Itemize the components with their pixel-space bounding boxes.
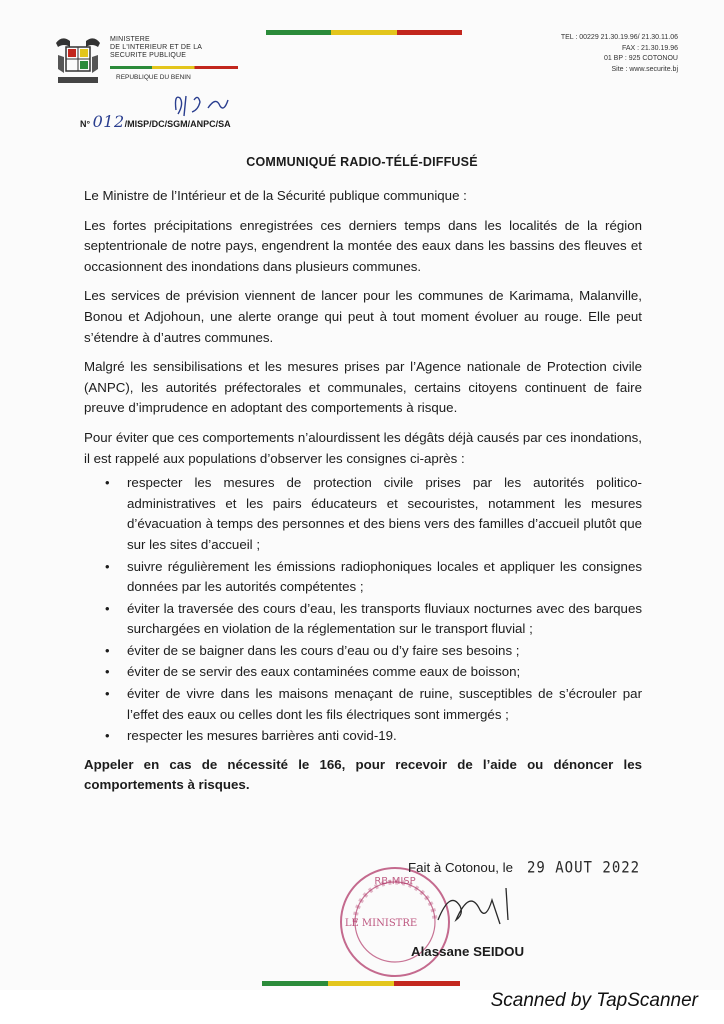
body-paragraph: Les fortes précipitations enregistrées ces derniers temps dans les localités de la région septentrionale de notre pays, engendrent la montée des eaux dans les bassins des fleuves et occasionnent des inondations dans plusieurs communes. <box>84 217 642 274</box>
list-item: • éviter de se baigner dans les cours d’eau ou d’y faire ses besoins ; <box>127 641 642 662</box>
signatory-name: Alassane SEIDOU <box>411 944 525 959</box>
republic-label: REPUBLIQUE DU BENIN <box>116 74 191 81</box>
list-item: • éviter la traversée des cours d’eau, les transports fluviaux nocturnes avec des barques surchargées en violation de la réglementation sur le transport fluvial ; <box>127 599 642 640</box>
reference-handwritten-number: 012 <box>92 112 125 131</box>
ministry-line: SECURITE PUBLIQUE <box>110 52 187 59</box>
list-item: • éviter de vivre dans les maisons menaçant de ruine, susceptibles de s’écrouler par l’effet des eaux ou celles dont les fils électriques sont immergés ; <box>127 684 642 725</box>
lead-in-text: Pour éviter que ces comportements n’alourdissent les dégâts déjà causés par ces inondations, il est rappelé aux populations d’observer les consignes ci-après : <box>84 429 642 466</box>
list-item: • éviter de se servir des eaux contaminées comme eaux de boisson; <box>127 662 642 683</box>
stamp-text: RB-MISP <box>374 876 416 887</box>
reference-number <box>80 112 231 131</box>
top-flag-band <box>266 30 462 35</box>
lead-in-paragraph <box>84 428 642 469</box>
communique-body <box>84 186 642 805</box>
list-item: • suivre régulièrement les émissions radiophoniques locales et appliquer les consignes données par les autorités compétentes ; <box>127 557 642 598</box>
contact-phone: TEL : 00229 21.30.19.96/ 21.30.11.06 <box>560 34 678 41</box>
body-paragraph: Les services de prévision viennent de lancer pour les communes de Karimama, Malanville, Bonou et Adjohoun, une alerte orange qui peut à tout moment évoluer au rouge. Elle peut s’étendre à d’autres communes. <box>84 288 642 345</box>
intro-paragraph: Le Ministre de l’Intérieur et de la Sécurité publique communique : <box>84 188 467 203</box>
place-label: Fait à Cotonou, le <box>408 860 513 875</box>
benin-coat-of-arms-logo <box>48 33 108 91</box>
flag-divider <box>110 66 238 69</box>
closing-paragraph: Appeler en cas de nécessité le 166, pour recevoir de l’aide ou dénoncer les comportements à risques. <box>84 756 642 793</box>
ministry-line: DE L'INTERIEUR ET DE LA <box>110 44 203 51</box>
scanner-watermark: Scanned by TapScanner <box>490 990 698 1011</box>
contact-fax: FAX : 21.30.19.96 <box>621 44 678 52</box>
bottom-flag-band <box>262 981 460 986</box>
list-item: • respecter les mesures de protection civile prises par les autorités politico-administratives et les pairs éducateurs et secouristes, notamment les mesures d’évacuation à temps des personnes et des biens vers des familles d’accueil plutôt que sur les sites d’accueil ; <box>127 473 642 555</box>
place-and-date <box>408 860 640 876</box>
reference-suffix: /MISP/DC/SGM/ANPC/SA <box>124 119 231 129</box>
reference-prefix: N° <box>80 119 91 129</box>
stamp-inner-text: LE MINISTRE <box>344 918 418 929</box>
communique-title: COMMUNIQUÉ RADIO-TÉLÉ-DIFFUSÉ <box>246 155 478 169</box>
ministry-line: MINISTERE <box>110 36 150 43</box>
ministry-name <box>110 36 202 60</box>
list-item: • respecter les mesures barrières anti covid-19. <box>127 726 642 747</box>
body-paragraph: Malgré les sensibilisations et les mesures prises par l’Agence nationale de Protection civile (ANPC), les autorités préfectorales et communales, certains citoyens continuent de faire preuve d’imprudence en adoptant des comportements à risque. <box>84 359 642 416</box>
instruction-list <box>84 473 642 747</box>
date-stamp: 29 AOUT 2022 <box>526 858 641 878</box>
minister-signature <box>430 880 530 930</box>
contact-website: Site : www.securite.bj <box>611 65 678 73</box>
contact-block <box>561 33 678 75</box>
contact-po-box: 01 BP : 925 COTONOU <box>603 55 678 62</box>
